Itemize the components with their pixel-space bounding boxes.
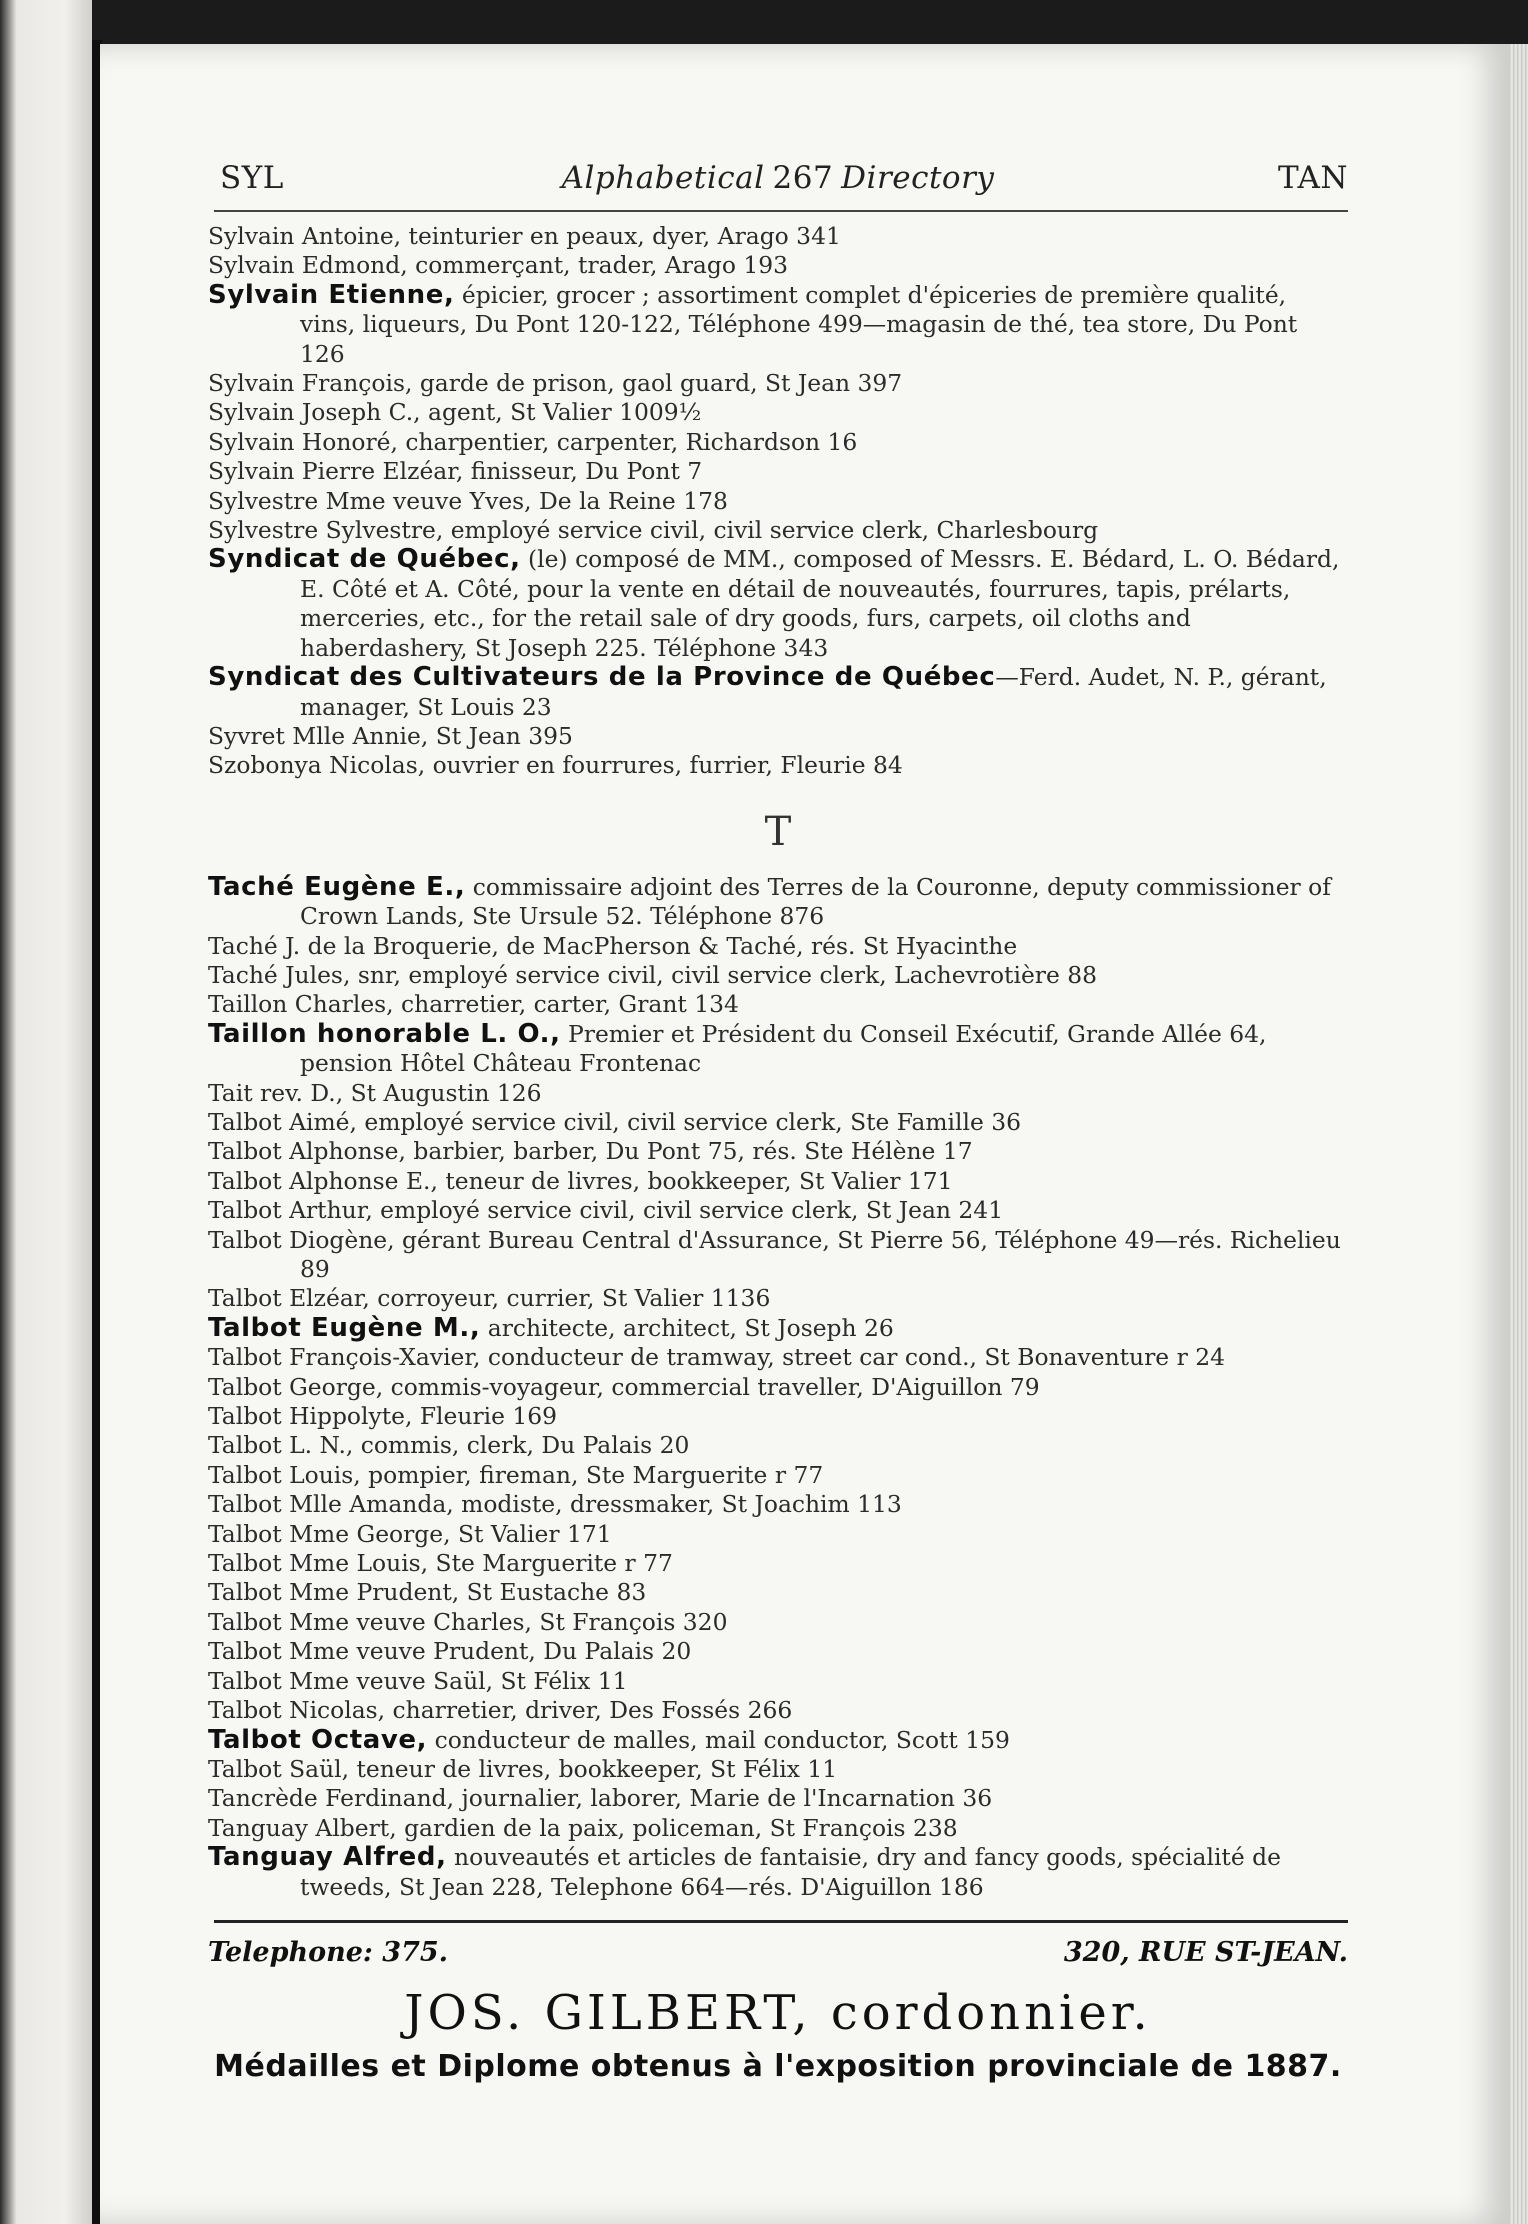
header-left-guide: SYL	[220, 160, 284, 196]
entry-details: journalier, laborer, Marie de l'Incarnation 36	[454, 1784, 993, 1813]
entry-name: Talbot Louis,	[208, 1460, 361, 1489]
directory-entry	[208, 222, 1348, 251]
directory-entry	[208, 722, 1348, 751]
directory-entry	[208, 1490, 1348, 1519]
entry-details: commissaire adjoint des Terres de la Couronne, deputy commissioner of Crown Lands, Ste Ursule 52. Téléphone 876	[300, 872, 1331, 931]
directory-entry	[208, 1843, 1348, 1902]
page-number: 267	[772, 160, 834, 196]
directory-entry	[208, 1814, 1348, 1843]
directory-entry	[208, 1608, 1348, 1637]
entry-details: gérant Bureau Central d'Assurance, St Pierre 56, Téléphone 49—rés. Richelieu 89	[300, 1225, 1341, 1283]
entry-name: Talbot Mme George,	[208, 1519, 451, 1548]
directory-entry	[208, 1726, 1348, 1755]
advertisement-name: JOS. GILBERT, cordonnier.	[404, 1984, 1152, 2041]
directory-entry	[208, 281, 1348, 369]
header-rule	[214, 210, 1348, 212]
directory-entry	[208, 1284, 1348, 1313]
entry-details: teneur de livres, bookkeeper, St Valier 171	[437, 1166, 953, 1195]
entry-details: St Jean 395	[428, 721, 573, 750]
entry-name: Tait rev. D.,	[208, 1078, 344, 1107]
entry-name: Syvret Mlle Annie,	[208, 721, 429, 750]
advertisement-contact	[208, 1937, 1348, 1975]
entry-details: —Ferd. Audet, N. P., gérant, manager, St Louis 23	[300, 663, 1327, 721]
entry-details: épicier, grocer ; assortiment complet d'épiceries de première qualité, vins, liqueurs, Du Pont 120-122, Téléphone 499—magasin de thé, tea store, Du Pont 126	[300, 280, 1298, 368]
entry-details: Premier et Président du Conseil Exécutif, Grande Allée 64, pension Hôtel Château Frontenac	[300, 1019, 1267, 1078]
entry-details: St Valier 171	[450, 1519, 612, 1548]
directory-entry	[208, 1784, 1348, 1813]
directory-entry	[208, 663, 1348, 722]
entry-name: Syndicat de Québec,	[208, 544, 521, 575]
entry-details: employé service civil, civil service clerk, Charlesbourg	[443, 516, 1099, 545]
entries-t-list	[208, 873, 1348, 1902]
entry-name: Taché Eugène E.,	[208, 871, 466, 902]
directory-entry	[208, 369, 1348, 398]
entry-name: Taillon Charles,	[208, 990, 394, 1019]
directory-entry	[208, 1226, 1348, 1285]
directory-entry	[208, 1637, 1348, 1666]
entry-details: employé service civil, civil service clerk, Ste Famille 36	[356, 1107, 1022, 1136]
entries-s-list	[208, 222, 1348, 781]
directory-entry	[208, 457, 1348, 486]
entry-details: St Félix 11	[493, 1666, 628, 1695]
entry-name: Sylvain Honoré,	[208, 427, 398, 456]
entry-name: Taché Jules,	[208, 960, 351, 989]
directory-entry	[208, 1431, 1348, 1460]
entry-details: Du Palais 20	[535, 1637, 692, 1666]
entry-details: St François 320	[531, 1607, 728, 1636]
entry-name: Tanguay Albert,	[208, 1813, 397, 1842]
entry-details: commis-voyageur, commercial traveller, D'Aiguillon 79	[383, 1372, 1040, 1401]
entry-details: commerçant, trader, Arago 193	[407, 251, 789, 280]
entry-details: corroyeur, currier, St Valier 1136	[369, 1284, 771, 1313]
entry-name: Talbot Arthur,	[208, 1196, 373, 1225]
directory-entry	[208, 251, 1348, 280]
directory-entry	[208, 398, 1348, 427]
entry-name: Talbot Mme veuve Charles,	[208, 1607, 532, 1636]
directory-entry	[208, 1079, 1348, 1108]
entry-name: Talbot Mlle Amanda,	[208, 1490, 454, 1519]
entry-name: Talbot Octave,	[208, 1724, 428, 1755]
entry-details: de la Broquerie, de MacPherson & Taché, rés. St Hyacinthe	[300, 931, 1018, 960]
entry-details: conducteur de tramway, street car cond., St Bonaventure r 24	[480, 1343, 1225, 1372]
entry-name: Taillon honorable L. O.,	[208, 1018, 561, 1049]
entry-details: barbier, barber, Du Pont 75, rés. Ste Hélène 17	[405, 1137, 973, 1166]
directory-entry	[208, 1196, 1348, 1225]
entry-name: Talbot George,	[208, 1372, 384, 1401]
entry-details: nouveautés et articles de fantaisie, dry and fancy goods, spécialité de tweeds, St Jean 228, Telephone 664—rés. D'Aiguillon 186	[300, 1843, 1281, 1901]
page-stack-edge	[1510, 44, 1528, 2224]
entry-name: Talbot L. N.,	[208, 1431, 354, 1460]
entry-name: Sylvain Pierre Elzéar,	[208, 457, 464, 486]
entry-name: Sylvain Etienne,	[208, 279, 455, 310]
entry-details: Fleurie 169	[412, 1402, 558, 1431]
directory-entry	[208, 751, 1348, 780]
entry-name: Talbot Mme veuve Prudent,	[208, 1637, 536, 1666]
entry-details: teneur de livres, bookkeeper, St Félix 11	[349, 1754, 838, 1783]
directory-entry	[208, 1578, 1348, 1607]
entry-name: Syndicat des Cultivateurs de la Province de Québec	[208, 662, 996, 693]
header-title-right: Directory	[841, 160, 995, 196]
entry-details: Ste Marguerite r 77	[428, 1549, 673, 1578]
entry-name: Talbot Saül,	[208, 1754, 350, 1783]
entry-name: Sylvain Joseph C.,	[208, 398, 421, 427]
section-letter: T	[764, 808, 792, 855]
entry-details: architecte, architect, St Joseph 26	[480, 1313, 894, 1342]
entry-name: Sylvain Antoine,	[208, 222, 402, 250]
directory-entry	[208, 1755, 1348, 1784]
directory-entry	[208, 1314, 1348, 1343]
directory-entry	[208, 1343, 1348, 1372]
entry-details: teinturier en peaux, dyer, Arago 341	[401, 222, 841, 250]
entry-name: Talbot Mme Prudent,	[208, 1578, 460, 1607]
entry-details: gardien de la paix, policeman, St François 238	[396, 1813, 958, 1842]
advertisement-address: 320, RUE ST-JEAN.	[1063, 1936, 1348, 1968]
entry-name: Talbot Alphonse E.,	[208, 1166, 438, 1195]
entry-name: Talbot Hippolyte,	[208, 1402, 413, 1431]
header-right-guide: TAN	[1278, 160, 1348, 196]
entry-details: (le) composé de MM., composed of Messrs. E. Bédard, L. O. Bédard, E. Côté et A. Côté, pour la vente en détail de nouveautés, fourrures, tapis, prélarts, merceries, etc., for the retail sale of dry goods, furs, carpets, oil cloths and haberdashery, St Joseph 225. Téléphone 343	[300, 545, 1340, 662]
entry-name: Talbot Mme veuve Saül,	[208, 1666, 494, 1695]
entry-details: St Augustin 126	[343, 1078, 542, 1107]
directory-entry	[208, 932, 1348, 961]
entry-name: Sylvestre Sylvestre,	[208, 516, 444, 545]
directory-entry	[208, 1108, 1348, 1137]
entry-name: Talbot Nicolas,	[208, 1696, 386, 1725]
entry-details: snr, employé service civil, civil service clerk, Lachevrotière 88	[350, 960, 1098, 989]
entry-name: Talbot Elzéar,	[208, 1284, 370, 1313]
directory-entry	[208, 1520, 1348, 1549]
directory-entry	[208, 1549, 1348, 1578]
directory-entry	[208, 961, 1348, 990]
entry-details: finisseur, Du Pont 7	[463, 457, 703, 486]
directory-entry	[208, 1020, 1348, 1079]
running-head	[208, 160, 1348, 204]
directory-entry	[208, 1167, 1348, 1196]
entry-name: Talbot Diogène,	[208, 1225, 395, 1254]
entry-details: garde de prison, gaol guard, St Jean 397	[412, 369, 903, 398]
directory-entry	[208, 1696, 1348, 1725]
page-content	[208, 160, 1348, 2084]
entry-details: employé service civil, civil service clerk, St Jean 241	[372, 1196, 1004, 1225]
entry-details: ouvrier en fourrures, furrier, Fleurie 84	[425, 751, 903, 780]
entry-details: pompier, fireman, Ste Marguerite r 77	[360, 1460, 824, 1489]
directory-entry	[208, 1402, 1348, 1431]
entry-name: Sylvestre Mme veuve Yves,	[208, 486, 532, 515]
entry-name: Sylvain François,	[208, 369, 413, 398]
directory-entry	[208, 1373, 1348, 1402]
entry-name: Tanguay Alfred,	[208, 1842, 447, 1873]
entry-details: commis, clerk, Du Palais 20	[353, 1431, 690, 1460]
entry-name: Szobonya Nicolas,	[208, 751, 426, 780]
advertisement-rule	[214, 1920, 1348, 1923]
entry-name: Taché J.	[208, 931, 301, 960]
entry-details: charpentier, carpenter, Richardson 16	[397, 427, 858, 456]
directory-entry	[208, 516, 1348, 545]
adjacent-page-edge	[0, 0, 92, 2224]
entry-details: conducteur de malles, mail conductor, Scott 159	[427, 1725, 1010, 1754]
entry-details: St Eustache 83	[459, 1578, 647, 1607]
directory-entry	[208, 545, 1348, 663]
header-title-left: Alphabetical	[561, 160, 765, 196]
header-title	[208, 160, 1348, 196]
directory-entry	[208, 1461, 1348, 1490]
entry-name: Talbot Aimé,	[208, 1107, 357, 1136]
directory-entry	[208, 1137, 1348, 1166]
entry-name: Sylvain Edmond,	[208, 251, 408, 280]
directory-entry	[208, 1667, 1348, 1696]
entry-details: De la Reine 178	[531, 486, 728, 515]
entry-name: Talbot Eugène M.,	[208, 1312, 481, 1343]
directory-entry	[208, 873, 1348, 932]
advertisement-tagline: Médailles et Diplome obtenus à l'exposition provinciale de 1887.	[214, 2048, 1342, 2084]
directory-entry	[208, 990, 1348, 1019]
entry-details: modiste, dressmaker, St Joachim 113	[453, 1490, 902, 1519]
entry-name: Tancrède Ferdinand,	[208, 1784, 455, 1813]
directory-entry	[208, 428, 1348, 457]
entry-details: charretier, driver, Des Fossés 266	[385, 1696, 793, 1725]
entry-name: Talbot Alphonse,	[208, 1137, 406, 1166]
directory-entry	[208, 487, 1348, 516]
entry-details: charretier, carter, Grant 134	[393, 990, 739, 1019]
entry-name: Talbot Mme Louis,	[208, 1549, 429, 1578]
advertisement-telephone: Telephone: 375.	[208, 1936, 449, 1968]
entry-details: agent, St Valier 1009½	[420, 398, 702, 427]
entry-name: Talbot François-Xavier,	[208, 1343, 481, 1372]
